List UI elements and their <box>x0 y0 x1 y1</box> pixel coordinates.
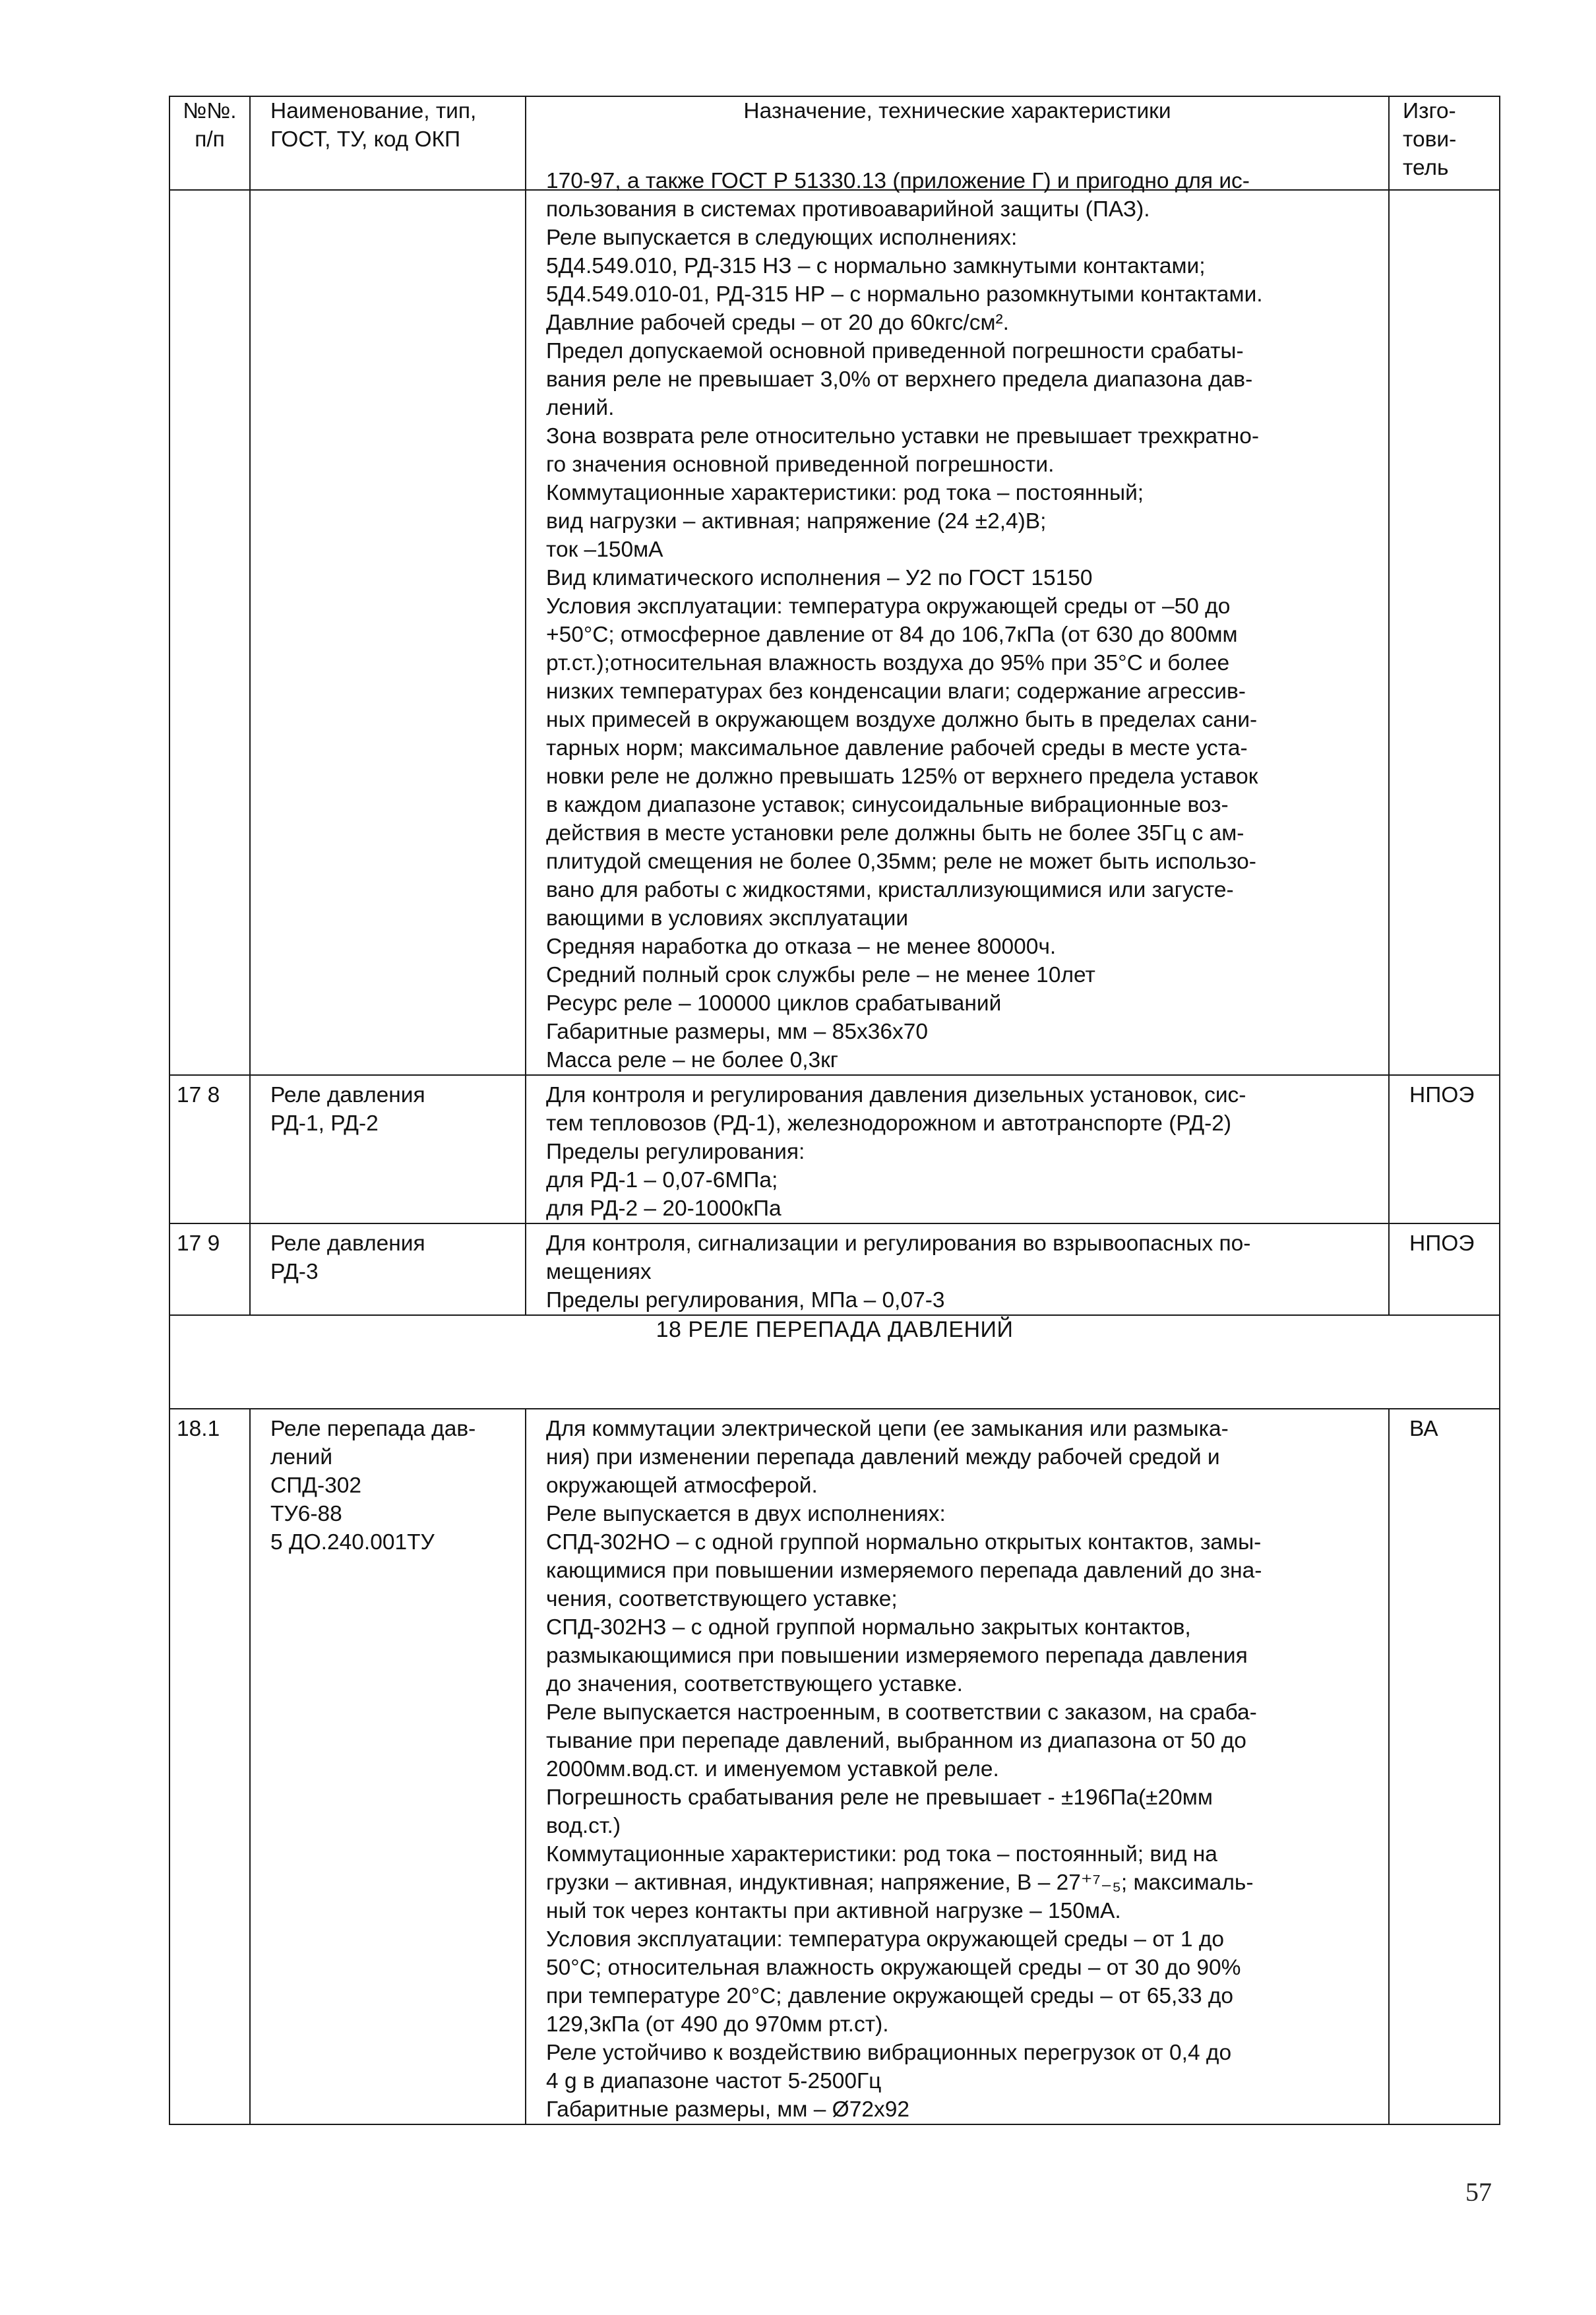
desc-line: ных примесей в окружающем воздухе должно быть в пределах сани- <box>546 708 1258 732</box>
row-name-line: Реле давления <box>270 1231 425 1256</box>
desc-line: плитудой смещения не более 0,35мм; реле не может быть использо- <box>546 849 1256 874</box>
desc-line: СПД-302НЗ – с одной группой нормально закрытых контактов, <box>546 1615 1191 1640</box>
desc-line: Реле выпускается в двух исполнениях: <box>546 1502 946 1526</box>
desc-line: 5Д4.549.010, РД-315 НЗ – с нормально замкнутыми контактами; <box>546 254 1206 278</box>
desc-line: Масса реле – не более 0,3кг <box>546 1048 839 1072</box>
desc-line: вания реле не превышает 3,0% от верхнего предела диапазона дав- <box>546 367 1253 392</box>
header-num-cell <box>169 96 250 190</box>
row-desc-line: Пределы регулирования: <box>546 1140 805 1164</box>
row-desc-cell <box>526 1409 1389 2124</box>
desc-line: 129,3кПа (от 490 до 970мм рт.ст). <box>546 2012 889 2037</box>
continued-name-cell <box>250 190 526 1075</box>
header-mfr-line: Изго- <box>1403 99 1456 123</box>
row-name-line: лений <box>270 1445 333 1469</box>
continued-desc-cell <box>526 169 1389 1075</box>
desc-line: 4 g в диапазоне частот 5-2500Гц <box>546 2069 882 2093</box>
continued-mfr-cell <box>1389 190 1500 1075</box>
desc-line: пользования в системах противоаварийной защиты (ПАЗ). <box>546 197 1150 222</box>
row-desc-line: мещениях <box>546 1260 652 1284</box>
row-num: 17 9 <box>169 1223 250 1315</box>
page-number: 57 <box>1465 2177 1492 2207</box>
row-num: 17 8 <box>169 1075 250 1223</box>
section-title: 18 РЕЛЕ ПЕРЕПАДА ДАВЛЕНИЙ <box>169 1315 1500 1409</box>
table-row <box>169 1409 1500 2124</box>
row-name-cell <box>250 1223 526 1315</box>
desc-line: тывание при перепаде давлений, выбранном из диапазона от 50 до <box>546 1729 1246 1753</box>
row-name-line: СПД-302 <box>270 1473 362 1498</box>
desc-line: ток –150мА <box>546 538 663 562</box>
header-num-line: №№. <box>183 99 237 123</box>
desc-line: до значения, соответствующего уставке. <box>546 1672 963 1696</box>
desc-line: при температуре 20°С; давление окружающей среды – от 65,33 до <box>546 1984 1234 2008</box>
row-name-line: РД-3 <box>270 1260 319 1284</box>
row-name-line: 5 ДО.240.001ТУ <box>270 1530 435 1555</box>
header-num-line: п/п <box>195 127 225 152</box>
desc-line: размыкающимися при повышении измеряемого перепада давления <box>546 1644 1248 1668</box>
desc-line: действия в месте установки реле должны быть не более 35Гц с ам- <box>546 821 1244 846</box>
row-name-cell <box>250 1075 526 1223</box>
header-mfr-line: тови- <box>1403 127 1457 152</box>
desc-line: Реле устойчиво к воздействию вибрационных перегрузок от 0,4 до <box>546 2041 1232 2065</box>
desc-line: Условия эксплуатации: температура окружающей среды – от 1 до <box>546 1927 1225 1952</box>
spec-table <box>169 96 1500 2125</box>
row-name-line: ТУ6-88 <box>270 1502 342 1526</box>
header-name-line: ГОСТ, ТУ, код ОКП <box>270 127 461 152</box>
row-mfr: НПОЭ <box>1389 1223 1500 1315</box>
desc-line: рт.ст.);относительная влажность воздуха до 95% при 35°С и более <box>546 651 1230 675</box>
desc-line: Давлние рабочей среды – от 20 до 60кгс/см². <box>546 311 1009 335</box>
continued-row <box>169 190 1500 1075</box>
desc-line: +50°С; отмосферное давление от 84 до 106,7кПа (от 630 до 800мм <box>546 623 1238 647</box>
desc-line: Габаритные размеры, мм – 85x36x70 <box>546 1020 928 1044</box>
row-desc-lines <box>546 1415 1368 2124</box>
desc-line: Предел допускаемой основной приведенной погрешности срабаты- <box>546 339 1244 363</box>
desc-line: Коммутационные характеристики: род тока – постоянный; вид на <box>546 1842 1217 1867</box>
desc-line: вод.ст.) <box>546 1814 621 1838</box>
desc-line: в каждом диапазоне уставок; синусоидальные вибрационные воз- <box>546 793 1229 817</box>
desc-line: грузки – активная, индуктивная; напряжение, В – 27⁺⁷₋₅; максималь- <box>546 1870 1254 1895</box>
row-desc-line: Пределы регулирования, МПа – 0,07-3 <box>546 1288 945 1312</box>
header-name-cell <box>250 96 526 190</box>
row-desc-line: для РД-1 – 0,07-6МПа; <box>546 1168 778 1192</box>
desc-line: Средняя наработка до отказа – не менее 80000ч. <box>546 935 1057 959</box>
desc-line: окружающей атмосферой. <box>546 1473 818 1498</box>
desc-line: кающимися при повышении измеряемого перепада давлений до зна- <box>546 1559 1262 1583</box>
row-desc-line: Для контроля и регулирования давления дизельных установок, сис- <box>546 1083 1246 1107</box>
row-desc-cell <box>526 1075 1389 1223</box>
header-desc-label: Назначение, технические характеристики <box>743 99 1171 123</box>
desc-line: СПД-302НО – с одной группой нормально открытых контактов, замы- <box>546 1530 1262 1555</box>
desc-line: ния) при изменении перепада давлений между рабочей средой и <box>546 1445 1220 1469</box>
desc-line: Зона возврата реле относительно уставки не превышает трехкратно- <box>546 424 1259 448</box>
desc-line: Габаритные размеры, мм – Ø72x92 <box>546 2097 910 2122</box>
desc-line: чения, соответствующего уставке; <box>546 1587 898 1611</box>
desc-line: Средний полный срок службы реле – не менее 10лет <box>546 963 1095 987</box>
row-num: 18.1 <box>169 1409 250 2124</box>
desc-line: 2000мм.вод.ст. и именуемом уставкой реле. <box>546 1757 999 1781</box>
desc-line: ный ток через контакты при активной нагрузке – 150мА. <box>546 1899 1121 1923</box>
row-mfr: ВА <box>1389 1409 1500 2124</box>
header-name-line: Наименование, тип, <box>270 99 477 123</box>
desc-line: Реле выпускается настроенным, в соответствии с заказом, на сраба- <box>546 1700 1257 1725</box>
desc-line: тарных норм; максимальное давление рабочей среды в месте уста- <box>546 736 1248 760</box>
desc-line: 50°С; относительная влажность окружающей среды – от 30 до 90% <box>546 1956 1241 1980</box>
desc-line: вающими в условиях эксплуатации <box>546 906 909 931</box>
row-desc-line: Для контроля, сигнализации и регулирования во взрывоопасных по- <box>546 1231 1251 1256</box>
header-mfr-line: тель <box>1403 156 1449 180</box>
header-mfr-cell <box>1389 96 1500 190</box>
row-name-line: Реле перепада дав- <box>270 1417 476 1441</box>
row-name-line: РД-1, РД-2 <box>270 1111 379 1136</box>
desc-line: Условия эксплуатации: температура окружающей среды от –50 до <box>546 594 1231 619</box>
desc-line: Вид климатического исполнения – У2 по ГОСТ 15150 <box>546 566 1093 590</box>
row-desc-line: тем тепловозов (РД-1), железнодорожном и автотранспорте (РД-2) <box>546 1111 1232 1136</box>
row-name-line: Реле давления <box>270 1083 425 1107</box>
row-desc-line: для РД-2 – 20-1000кПа <box>546 1196 782 1221</box>
section-title-row <box>169 1315 1500 1409</box>
desc-line: Ресурс реле – 100000 циклов срабатываний <box>546 991 1002 1016</box>
desc-line: 170-97, а также ГОСТ Р 51330.13 (приложение Г) и пригодно для ис- <box>546 169 1250 193</box>
desc-line: Для коммутации электрической цепи (ее замыкания или размыка- <box>546 1417 1229 1441</box>
table-row <box>169 1223 1500 1315</box>
row-desc-cell <box>526 1223 1389 1315</box>
desc-line: вано для работы с жидкостями, кристаллизующимися или загусте- <box>546 878 1234 902</box>
desc-line: го значения основной приведенной погрешности. <box>546 452 1055 477</box>
desc-line: 5Д4.549.010-01, РД-315 НР – с нормально разомкнутыми контактами. <box>546 282 1263 307</box>
desc-line: Коммутационные характеристики: род тока – постоянный; <box>546 481 1144 505</box>
desc-line: Погрешность срабатывания реле не превышает - ±196Па(±20мм <box>546 1785 1213 1810</box>
desc-line: новки реле не должно превышать 125% от верхнего предела уставок <box>546 764 1258 789</box>
desc-line: низких температурах без конденсации влаги; содержание агрессив- <box>546 679 1246 704</box>
table-row <box>169 1075 1500 1223</box>
continued-desc-lines <box>546 167 1368 1074</box>
row-name-cell <box>250 1409 526 2124</box>
continued-num-cell <box>169 190 250 1075</box>
desc-line: вид нагрузки – активная; напряжение (24 ±2,4)В; <box>546 509 1047 534</box>
row-mfr: НПОЭ <box>1389 1075 1500 1223</box>
desc-line: Реле выпускается в следующих исполнениях: <box>546 226 1018 250</box>
desc-line: лений. <box>546 396 615 420</box>
